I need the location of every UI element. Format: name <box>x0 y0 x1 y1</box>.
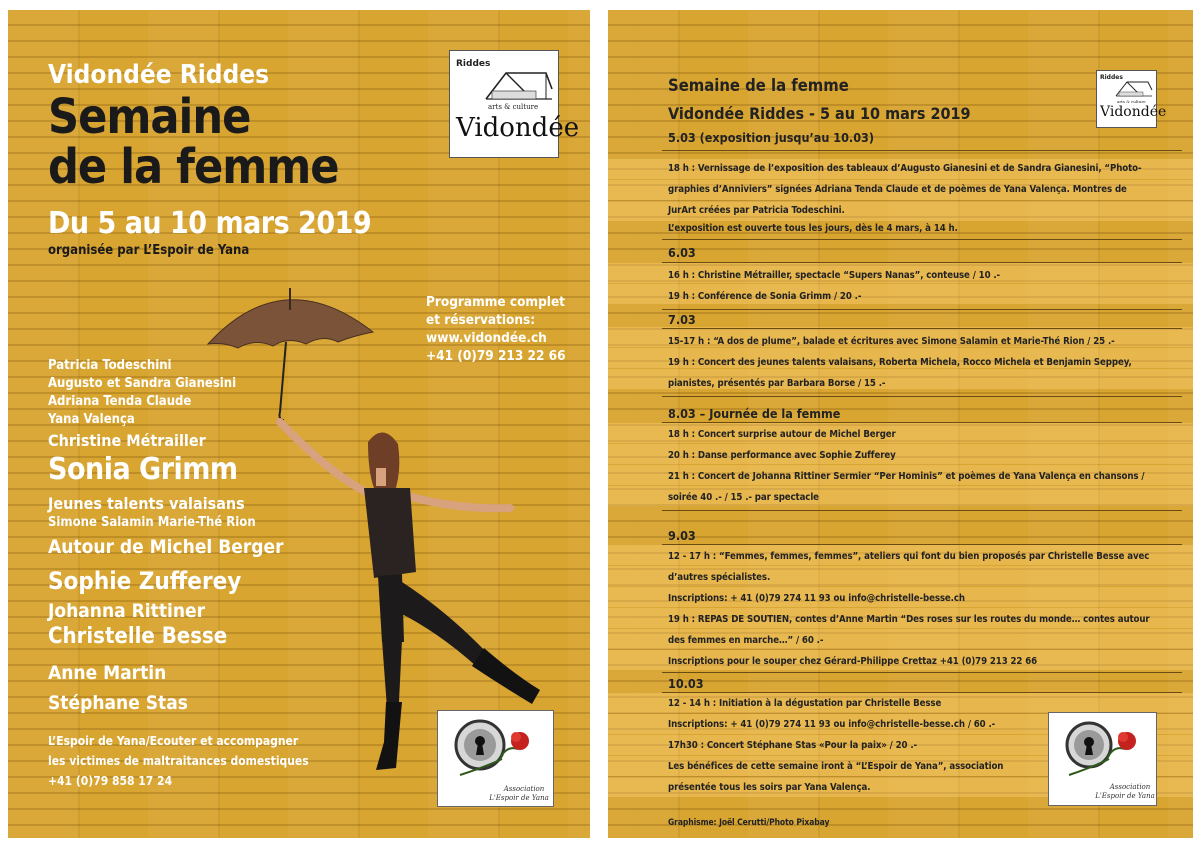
day-0903-line1: 12 - 17 h : “Femmes, femmes, femmes”, ateliers qui font du bien proposés par Christelle Besse avec <box>668 551 1150 562</box>
logo-name-text: Vidondée <box>456 113 580 143</box>
day-0903-line4: 19 h : REPAS DE SOUTIEN, contes d’Anne Martin “Des roses sur les routes du monde… contes autour <box>668 614 1150 625</box>
artist-10: Johanna Rittiner <box>48 600 206 622</box>
keyhole-rose-icon-right <box>1051 715 1155 783</box>
association-text-line1: Association <box>503 785 545 793</box>
keyhole-rose-icon <box>440 713 550 783</box>
artist-5: Sonia Grimm <box>48 452 238 487</box>
day-0503-heading: 5.03 (exposition jusqu’au 10.03) <box>668 130 874 145</box>
day-0603-heading: 6.03 <box>668 245 696 260</box>
artist-3: Yana Valença <box>48 412 135 427</box>
program-line2: et réservations: <box>426 312 536 328</box>
day-0903-heading: 9.03 <box>668 528 696 543</box>
poster-page <box>8 10 590 838</box>
day-1003-line1: 12 - 14 h : Initiation à la dégustation par Christelle Besse <box>668 698 942 709</box>
logo-arts-text: arts & culture <box>488 103 539 111</box>
artist-7: Simone Salamin Marie-Thé Rion <box>48 515 256 530</box>
artist-9: Sophie Zufferey <box>48 567 242 595</box>
day-0603-line2: 19 h : Conférence de Sonia Grimm / 20 .- <box>668 291 862 302</box>
artist-12: Anne Martin <box>48 662 167 684</box>
day-0803-line3: 21 h : Concert de Johanna Rittiner Sermier “Per Hominis” et poèmes de Yana Valença en chansons / <box>668 471 1145 482</box>
poster-title-line1: Semaine <box>48 89 251 145</box>
day-0903-line5: des femmes en marche…” / 60 .- <box>668 635 824 646</box>
program-credits: Graphisme: Joël Cerutti/Photo Pixabay <box>668 818 830 828</box>
artist-4: Christine Métrailler <box>48 431 206 450</box>
artist-11: Christelle Besse <box>48 624 228 649</box>
poster-footer-line1: L’Espoir de Yana/Ecouter et accompagner <box>48 734 299 748</box>
poster-title-line2: de la femme <box>48 139 339 195</box>
association-right-text-line1: Association <box>1109 783 1151 791</box>
day-0703-heading: 7.03 <box>668 312 696 327</box>
day-0703-line3: pianistes, présentés par Barbara Borse / 15 .- <box>668 378 886 389</box>
logo-arts-text-small: arts & culture <box>1117 99 1146 104</box>
association-right-text-line2: L'Espoir de Yana <box>1095 792 1155 800</box>
artist-13: Stéphane Stas <box>48 692 188 714</box>
day-0803-heading: 8.03 – Journée de la femme <box>668 406 841 421</box>
day-0903-line3: Inscriptions: + 41 (0)79 274 11 93 ou info@christelle-besse.ch <box>668 593 965 604</box>
day-0903-line2: d’autres spécialistes. <box>668 572 771 583</box>
artist-8: Autour de Michel Berger <box>48 536 284 558</box>
poster-footer-phone: +41 (0)79 858 17 24 <box>48 774 173 788</box>
poster-footer-line2: les victimes de maltraitances domestiques <box>48 754 309 768</box>
day-0603-line1: 16 h : Christine Métrailler, spectacle “Supers Nanas”, conteuse / 10 .- <box>668 270 1001 281</box>
poster-organizer: organisée par L’Espoir de Yana <box>48 243 250 258</box>
umbrella-woman-illustration <box>188 282 548 782</box>
artist-1: Augusto et Sandra Gianesini <box>48 376 237 391</box>
logo-name-text-small: Vidondée <box>1100 104 1167 120</box>
day-0503-line1: 18 h : Vernissage de l’exposition des tableaux d’Augusto Gianesini et de Sandra Gianesini, “Photo- <box>668 163 1142 174</box>
artist-2: Adriana Tenda Claude <box>48 394 192 409</box>
day-0803-line4: soirée 40 .- / 15 .- par spectacle <box>668 492 819 503</box>
program-website: www.vidondée.ch <box>426 330 547 346</box>
logo-riddes-text: Riddes <box>456 59 491 69</box>
day-0503-line2: graphies d’Anniviers” signées Adriana Tenda Claude et de poèmes de Yana Valença. Montres de <box>668 184 1127 195</box>
day-0703-line1: 15-17 h : “A dos de plume”, balade et écritures avec Simone Salamin et Marie-Thé Rion / 25 .- <box>668 336 1115 347</box>
day-0703-line2: 19 h : Concert des jeunes talents valaisans, Roberta Michela, Rocco Michela et Benjamin Seppey, <box>668 357 1132 368</box>
logo-riddes-text-small: Riddes <box>1100 74 1123 81</box>
day-0503-line4: L’exposition est ouverte tous les jours, dès le 4 mars, à 14 h. <box>668 223 958 234</box>
day-0803-line2: 20 h : Danse performance avec Sophie Zufferey <box>668 450 896 461</box>
poster-venue: Vidondée Riddes <box>48 60 270 90</box>
day-1003-line4: Les bénéfices de cette semaine iront à “L’Espoir de Yana”, association <box>668 761 1004 772</box>
day-0803-line1: 18 h : Concert surprise autour de Michel Berger <box>668 429 896 440</box>
artist-6: Jeunes talents valaisans <box>48 494 245 513</box>
day-1003-line3: 17h30 : Concert Stéphane Stas «Pour la paix» / 20 .- <box>668 740 918 751</box>
artist-0: Patricia Todeschini <box>48 358 172 373</box>
association-logo <box>437 710 554 807</box>
day-1003-line5: présentée tous les soirs par Yana Valença. <box>668 782 871 793</box>
program-title: Semaine de la femme <box>668 76 849 95</box>
day-0503-line3: JurArt créées par Patricia Todeschini. <box>668 205 845 216</box>
vidondee-logo-small <box>1096 70 1167 128</box>
program-subtitle: Vidondée Riddes - 5 au 10 mars 2019 <box>668 104 971 123</box>
association-text-line2: L'Espoir de Yana <box>489 794 549 802</box>
day-1003-heading: 10.03 <box>668 676 704 691</box>
day-1003-line2: Inscriptions: + 41 (0)79 274 11 93 ou info@christelle-besse.ch / 60 .- <box>668 719 996 730</box>
vidondee-logo <box>449 50 580 158</box>
poster-dates: Du 5 au 10 mars 2019 <box>48 206 372 241</box>
day-0903-line6: Inscriptions pour le souper chez Gérard-Philippe Crettaz +41 (0)79 213 22 66 <box>668 656 1038 667</box>
program-page <box>608 10 1193 838</box>
program-line1: Programme complet <box>426 294 565 310</box>
program-phone: +41 (0)79 213 22 66 <box>426 348 566 364</box>
association-logo-right <box>1048 712 1157 806</box>
